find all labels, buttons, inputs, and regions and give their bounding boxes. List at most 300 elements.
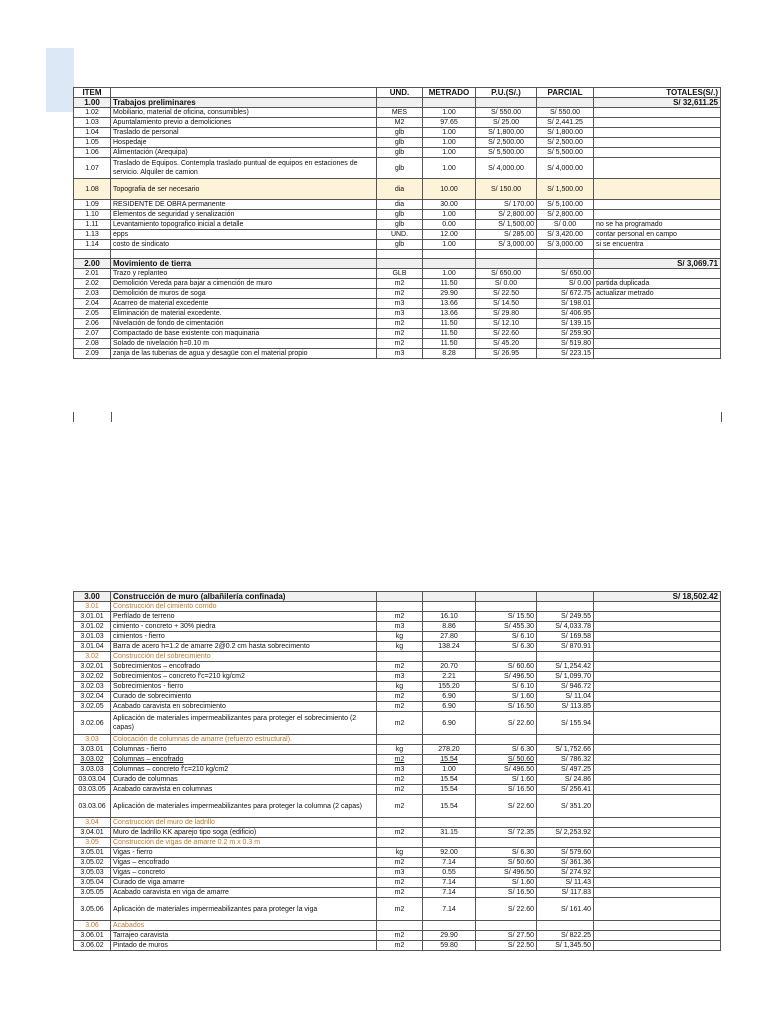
description-cell[interactable]: Elementos de seguridad y senalización xyxy=(111,210,377,220)
pu-cell[interactable] xyxy=(476,592,537,602)
subsection-item-cell[interactable]: 3.05 xyxy=(74,838,111,848)
parcial-cell[interactable]: S/ 870.91 xyxy=(537,642,594,652)
metrado-cell[interactable]: 59.80 xyxy=(423,941,476,951)
und-cell[interactable]: glb xyxy=(377,220,423,230)
totales-cell[interactable] xyxy=(594,745,721,755)
pu-cell[interactable]: S/ 6.10 xyxy=(476,682,537,692)
section-total-cell[interactable]: S/ 32,611.25 xyxy=(594,98,721,108)
parcial-cell[interactable]: S/ 0.00 xyxy=(537,279,594,289)
parcial-cell[interactable]: S/ 946.72 xyxy=(537,682,594,692)
metrado-cell[interactable]: 92.00 xyxy=(423,848,476,858)
item-code-cell[interactable]: 3.06.01 xyxy=(74,931,111,941)
description-cell[interactable]: zanja de las tuberias de agua y desagüe con el material propio xyxy=(111,349,377,359)
totales-cell[interactable] xyxy=(594,200,721,210)
und-cell[interactable]: m2 xyxy=(377,329,423,339)
section-title-cell[interactable]: Trabajos preliminares xyxy=(111,98,377,108)
und-cell[interactable]: glb xyxy=(377,138,423,148)
parcial-cell[interactable]: S/ 274.92 xyxy=(537,868,594,878)
parcial-cell[interactable]: S/ 822.25 xyxy=(537,931,594,941)
und-cell[interactable]: UND. xyxy=(377,230,423,240)
und-cell[interactable]: glb xyxy=(377,158,423,179)
parcial-cell[interactable]: S/ 169.58 xyxy=(537,632,594,642)
item-code-cell[interactable]: 1.07 xyxy=(74,158,111,179)
item-code-cell[interactable]: 3.02.02 xyxy=(74,672,111,682)
parcial-cell[interactable]: S/ 223.15 xyxy=(537,349,594,359)
und-cell[interactable] xyxy=(377,98,423,108)
empty-cell[interactable] xyxy=(476,735,537,745)
empty-cell[interactable] xyxy=(537,921,594,931)
empty-cell[interactable] xyxy=(476,602,537,612)
totales-cell[interactable] xyxy=(594,108,721,118)
metrado-cell[interactable]: 1.00 xyxy=(423,128,476,138)
metrado-cell[interactable]: 1.00 xyxy=(423,138,476,148)
und-cell[interactable]: m2 xyxy=(377,612,423,622)
item-code-cell[interactable]: 2.06 xyxy=(74,319,111,329)
note-cell[interactable]: partida duplicada xyxy=(594,279,721,289)
totales-cell[interactable] xyxy=(594,878,721,888)
item-code-cell[interactable]: 2.02 xyxy=(74,279,111,289)
description-cell[interactable]: cimiento - concreto + 30% piedra xyxy=(111,622,377,632)
pu-cell[interactable]: S/ 285.00 xyxy=(476,230,537,240)
totales-cell[interactable] xyxy=(594,309,721,319)
section-total-cell[interactable]: S/ 3,069.71 xyxy=(594,259,721,269)
pu-cell[interactable]: S/ 12.10 xyxy=(476,319,537,329)
totales-cell[interactable] xyxy=(594,148,721,158)
metrado-cell[interactable]: 29.90 xyxy=(423,289,476,299)
totales-cell[interactable] xyxy=(594,848,721,858)
und-cell[interactable]: glb xyxy=(377,210,423,220)
item-code-cell[interactable]: 03.03.05 xyxy=(74,785,111,795)
item-code-cell[interactable]: 3.05.05 xyxy=(74,888,111,898)
und-cell[interactable] xyxy=(377,259,423,269)
und-cell[interactable]: glb xyxy=(377,240,423,250)
metrado-cell[interactable]: 1.00 xyxy=(423,210,476,220)
und-cell[interactable]: m2 xyxy=(377,941,423,951)
parcial-cell[interactable]: S/ 1,254.42 xyxy=(537,662,594,672)
und-cell[interactable]: m2 xyxy=(377,931,423,941)
parcial-cell[interactable]: S/ 3,420.00 xyxy=(537,230,594,240)
totales-cell[interactable] xyxy=(594,329,721,339)
item-code-cell[interactable]: 1.14 xyxy=(74,240,111,250)
und-cell[interactable]: m2 xyxy=(377,702,423,712)
metrado-cell[interactable]: 15.54 xyxy=(423,795,476,818)
pu-cell[interactable]: S/ 2,500.00 xyxy=(476,138,537,148)
und-cell[interactable]: m2 xyxy=(377,692,423,702)
totales-cell[interactable] xyxy=(594,158,721,179)
description-cell[interactable]: Vigas – encofrado xyxy=(111,858,377,868)
section-title-cell[interactable]: Movimiento de tierra xyxy=(111,259,377,269)
description-cell[interactable]: Alimentación (Arequipa) xyxy=(111,148,377,158)
pu-cell[interactable]: S/ 6.30 xyxy=(476,745,537,755)
description-cell[interactable]: Sobrecimientos – encofrado xyxy=(111,662,377,672)
parcial-cell[interactable]: S/ 1,752.66 xyxy=(537,745,594,755)
totales-cell[interactable] xyxy=(594,339,721,349)
pu-cell[interactable]: S/ 29.80 xyxy=(476,309,537,319)
metrado-cell[interactable] xyxy=(423,98,476,108)
item-code-cell[interactable]: 3.02.03 xyxy=(74,682,111,692)
totales-cell[interactable] xyxy=(594,128,721,138)
item-code-cell[interactable]: 3.02.01 xyxy=(74,662,111,672)
description-cell[interactable]: Columnas – encofrado xyxy=(111,755,377,765)
und-cell[interactable]: M2 xyxy=(377,118,423,128)
empty-cell[interactable] xyxy=(594,735,721,745)
und-cell[interactable]: MES xyxy=(377,108,423,118)
empty-cell[interactable] xyxy=(377,838,423,848)
pu-cell[interactable]: S/ 45.20 xyxy=(476,339,537,349)
empty-cell[interactable] xyxy=(423,838,476,848)
parcial-cell[interactable]: S/ 1,099.70 xyxy=(537,672,594,682)
parcial-cell[interactable]: S/ 4,033.78 xyxy=(537,622,594,632)
empty-cell[interactable] xyxy=(594,602,721,612)
parcial-cell[interactable]: S/ 2,441.25 xyxy=(537,118,594,128)
und-cell[interactable]: m2 xyxy=(377,755,423,765)
pu-cell[interactable]: S/ 60.60 xyxy=(476,662,537,672)
metrado-cell[interactable]: 29.90 xyxy=(423,931,476,941)
description-cell[interactable]: Vigas - fierro xyxy=(111,848,377,858)
metrado-cell[interactable]: 27.80 xyxy=(423,632,476,642)
description-cell[interactable]: Aplicación de materiales impermeabilizantes para proteger el sobrecimiento (2 capas) xyxy=(111,712,377,735)
section-item-cell[interactable]: 2.00 xyxy=(74,259,111,269)
und-cell[interactable]: m3 xyxy=(377,622,423,632)
item-code-cell[interactable]: 3.01.02 xyxy=(74,622,111,632)
empty-cell[interactable] xyxy=(377,652,423,662)
metrado-cell[interactable]: 30.00 xyxy=(423,200,476,210)
parcial-cell[interactable]: S/ 786.32 xyxy=(537,755,594,765)
metrado-cell[interactable]: 1.00 xyxy=(423,269,476,279)
description-cell[interactable]: Demolición Vereda para bajar a cimención de muro xyxy=(111,279,377,289)
parcial-cell[interactable]: S/ 113.85 xyxy=(537,702,594,712)
pu-cell[interactable] xyxy=(476,259,537,269)
metrado-cell[interactable]: 11.50 xyxy=(423,329,476,339)
pu-cell[interactable]: S/ 22.60 xyxy=(476,898,537,921)
item-code-cell[interactable]: 3.01.03 xyxy=(74,632,111,642)
empty-cell[interactable] xyxy=(594,921,721,931)
metrado-cell[interactable]: 13.66 xyxy=(423,299,476,309)
item-code-cell[interactable]: 1.10 xyxy=(74,210,111,220)
und-cell[interactable]: kg xyxy=(377,632,423,642)
item-code-cell[interactable]: 3.01.04 xyxy=(74,642,111,652)
item-code-cell[interactable]: 2.09 xyxy=(74,349,111,359)
note-cell[interactable]: actualizar metrado xyxy=(594,289,721,299)
pu-cell[interactable]: S/ 650.00 xyxy=(476,269,537,279)
pu-cell[interactable]: S/ 22.50 xyxy=(476,289,537,299)
empty-cell[interactable] xyxy=(377,921,423,931)
parcial-cell[interactable]: S/ 579.60 xyxy=(537,848,594,858)
description-cell[interactable]: Pintado de muros xyxy=(111,941,377,951)
und-cell[interactable]: m2 xyxy=(377,828,423,838)
item-code-cell[interactable]: 2.04 xyxy=(74,299,111,309)
subsection-title-cell[interactable]: Acabados xyxy=(111,921,377,931)
description-cell[interactable]: Nivelación de fondo de cimentación xyxy=(111,319,377,329)
description-cell[interactable]: Columnas - fierro xyxy=(111,745,377,755)
subsection-item-cell[interactable]: 3.01 xyxy=(74,602,111,612)
parcial-cell[interactable]: S/ 2,253.92 xyxy=(537,828,594,838)
item-code-cell[interactable]: 3.05.01 xyxy=(74,848,111,858)
pu-cell[interactable]: S/ 6.30 xyxy=(476,848,537,858)
pu-cell[interactable]: S/ 1.60 xyxy=(476,775,537,785)
metrado-cell[interactable]: 138.24 xyxy=(423,642,476,652)
und-cell[interactable]: m2 xyxy=(377,785,423,795)
pu-cell[interactable]: S/ 1,500.00 xyxy=(476,220,537,230)
totales-cell[interactable] xyxy=(594,898,721,921)
parcial-cell[interactable]: S/ 259.90 xyxy=(537,329,594,339)
description-cell[interactable]: costo de sindicato xyxy=(111,240,377,250)
item-code-cell[interactable]: 1.02 xyxy=(74,108,111,118)
totales-cell[interactable] xyxy=(594,672,721,682)
und-cell[interactable]: glb xyxy=(377,128,423,138)
totales-cell[interactable] xyxy=(594,858,721,868)
pu-cell[interactable]: S/ 16.50 xyxy=(476,702,537,712)
und-cell[interactable]: m2 xyxy=(377,888,423,898)
und-cell[interactable]: m3 xyxy=(377,299,423,309)
metrado-cell[interactable]: 11.50 xyxy=(423,279,476,289)
metrado-cell[interactable]: 6.90 xyxy=(423,692,476,702)
description-cell[interactable]: Solado de nivelación h=0.10 m xyxy=(111,339,377,349)
description-cell[interactable]: Columnas – concreto f'c=210 kg/cm2 xyxy=(111,765,377,775)
description-cell[interactable]: Curado de columnas xyxy=(111,775,377,785)
empty-cell[interactable] xyxy=(377,602,423,612)
subsection-title-cell[interactable]: Construcción del cimiento corrido xyxy=(111,602,377,612)
und-cell[interactable]: dia xyxy=(377,179,423,200)
metrado-cell[interactable]: 13.66 xyxy=(423,309,476,319)
pu-cell[interactable]: S/ 6.10 xyxy=(476,632,537,642)
parcial-cell[interactable]: S/ 1,345.50 xyxy=(537,941,594,951)
parcial-cell[interactable]: S/ 2,500.00 xyxy=(537,138,594,148)
empty-cell[interactable] xyxy=(476,818,537,828)
totales-cell[interactable] xyxy=(594,642,721,652)
parcial-cell[interactable]: S/ 650.00 xyxy=(537,269,594,279)
parcial-cell[interactable]: S/ 24.86 xyxy=(537,775,594,785)
totales-cell[interactable] xyxy=(594,775,721,785)
parcial-cell[interactable]: S/ 497.25 xyxy=(537,765,594,775)
description-cell[interactable]: Perfilado de terreno xyxy=(111,612,377,622)
description-cell[interactable]: Trazo y replanteo xyxy=(111,269,377,279)
empty-cell[interactable] xyxy=(537,652,594,662)
description-cell[interactable]: Hospedaje xyxy=(111,138,377,148)
metrado-cell[interactable]: 10.00 xyxy=(423,179,476,200)
item-code-cell[interactable]: 3.05.04 xyxy=(74,878,111,888)
und-cell[interactable]: kg xyxy=(377,745,423,755)
parcial-cell[interactable]: S/ 11.04 xyxy=(537,692,594,702)
item-code-cell[interactable]: 1.04 xyxy=(74,128,111,138)
description-cell[interactable]: Levantamiento topografico inicial a detalle xyxy=(111,220,377,230)
item-code-cell[interactable]: 3.03.01 xyxy=(74,745,111,755)
description-cell[interactable]: RESIDENTE DE OBRA permanente xyxy=(111,200,377,210)
und-cell[interactable]: m2 xyxy=(377,858,423,868)
und-cell[interactable]: m2 xyxy=(377,662,423,672)
empty-cell[interactable] xyxy=(377,735,423,745)
note-cell[interactable]: si se encuentra xyxy=(594,240,721,250)
totales-cell[interactable] xyxy=(594,692,721,702)
totales-cell[interactable] xyxy=(594,765,721,775)
parcial-cell[interactable]: S/ 256.41 xyxy=(537,785,594,795)
item-code-cell[interactable]: 3.05.03 xyxy=(74,868,111,878)
metrado-cell[interactable]: 15.54 xyxy=(423,755,476,765)
item-code-cell[interactable]: 3.02.06 xyxy=(74,712,111,735)
item-code-cell[interactable]: 2.05 xyxy=(74,309,111,319)
parcial-cell[interactable]: S/ 2,800.00 xyxy=(537,210,594,220)
und-cell[interactable]: m2 xyxy=(377,878,423,888)
metrado-cell[interactable]: 11.50 xyxy=(423,319,476,329)
empty-cell[interactable] xyxy=(476,921,537,931)
empty-cell[interactable] xyxy=(537,602,594,612)
metrado-cell[interactable]: 31.15 xyxy=(423,828,476,838)
metrado-cell[interactable]: 7.14 xyxy=(423,898,476,921)
parcial-cell[interactable]: S/ 406.95 xyxy=(537,309,594,319)
totales-cell[interactable] xyxy=(594,210,721,220)
empty-cell[interactable] xyxy=(594,838,721,848)
subsection-item-cell[interactable]: 3.03 xyxy=(74,735,111,745)
description-cell[interactable]: Curado de sobrecimiento xyxy=(111,692,377,702)
empty-cell[interactable] xyxy=(377,818,423,828)
totales-cell[interactable] xyxy=(594,682,721,692)
metrado-cell[interactable]: 278.20 xyxy=(423,745,476,755)
und-cell[interactable]: glb xyxy=(377,148,423,158)
parcial-cell[interactable] xyxy=(537,592,594,602)
empty-cell[interactable] xyxy=(537,818,594,828)
item-code-cell[interactable]: 1.03 xyxy=(74,118,111,128)
pu-cell[interactable]: S/ 496.50 xyxy=(476,868,537,878)
totales-cell[interactable] xyxy=(594,138,721,148)
empty-cell[interactable] xyxy=(594,652,721,662)
metrado-cell[interactable]: 8.28 xyxy=(423,349,476,359)
empty-cell[interactable] xyxy=(423,602,476,612)
description-cell[interactable]: Apuntalamiento previo a demoliciones xyxy=(111,118,377,128)
totales-cell[interactable] xyxy=(594,888,721,898)
parcial-cell[interactable]: S/ 5,100.00 xyxy=(537,200,594,210)
description-cell[interactable]: Eliminación de material excedente. xyxy=(111,309,377,319)
item-code-cell[interactable]: 1.11 xyxy=(74,220,111,230)
und-cell[interactable]: m2 xyxy=(377,712,423,735)
totales-cell[interactable] xyxy=(594,785,721,795)
section-item-cell[interactable]: 3.00 xyxy=(74,592,111,602)
parcial-cell[interactable]: S/ 155.94 xyxy=(537,712,594,735)
item-code-cell[interactable]: 3.02.04 xyxy=(74,692,111,702)
pu-cell[interactable]: S/ 16.50 xyxy=(476,785,537,795)
parcial-cell[interactable]: S/ 1,500.00 xyxy=(537,179,594,200)
pu-cell[interactable]: S/ 22.60 xyxy=(476,329,537,339)
description-cell[interactable]: Acabado caravista en sobrecimiento xyxy=(111,702,377,712)
pu-cell[interactable]: S/ 14.50 xyxy=(476,299,537,309)
pu-cell[interactable]: S/ 27.50 xyxy=(476,931,537,941)
section-total-cell[interactable]: S/ 18,502.42 xyxy=(594,592,721,602)
description-cell[interactable]: Vigas – concreto xyxy=(111,868,377,878)
und-cell[interactable]: kg xyxy=(377,682,423,692)
totales-cell[interactable] xyxy=(594,612,721,622)
item-code-cell[interactable]: 3.04.01 xyxy=(74,828,111,838)
description-cell[interactable]: Acarreo de material excedente xyxy=(111,299,377,309)
subsection-item-cell[interactable]: 3.06 xyxy=(74,921,111,931)
totales-cell[interactable] xyxy=(594,868,721,878)
empty-cell[interactable] xyxy=(476,838,537,848)
und-cell[interactable] xyxy=(377,592,423,602)
parcial-cell[interactable] xyxy=(537,98,594,108)
empty-cell[interactable] xyxy=(423,652,476,662)
description-cell[interactable]: epps xyxy=(111,230,377,240)
pu-cell[interactable]: S/ 6.30 xyxy=(476,642,537,652)
und-cell[interactable]: m2 xyxy=(377,319,423,329)
description-cell[interactable]: Sobrecimientos – concreto f'c=210 kg/cm2 xyxy=(111,672,377,682)
metrado-cell[interactable]: 155.20 xyxy=(423,682,476,692)
totales-cell[interactable] xyxy=(594,931,721,941)
metrado-cell[interactable]: 15.54 xyxy=(423,775,476,785)
pu-cell[interactable]: S/ 0.00 xyxy=(476,279,537,289)
und-cell[interactable]: kg xyxy=(377,848,423,858)
item-code-cell[interactable]: 3.02.05 xyxy=(74,702,111,712)
metrado-cell[interactable]: 8.86 xyxy=(423,622,476,632)
section-title-cell[interactable]: Construcción de muro (albañilería confinada) xyxy=(111,592,377,602)
item-code-cell[interactable]: 3.01.01 xyxy=(74,612,111,622)
item-code-cell[interactable]: 2.01 xyxy=(74,269,111,279)
description-cell[interactable]: Topografia de ser necesario xyxy=(111,179,377,200)
item-code-cell[interactable]: 2.03 xyxy=(74,289,111,299)
item-code-cell[interactable]: 03.03.06 xyxy=(74,795,111,818)
parcial-cell[interactable]: S/ 672.75 xyxy=(537,289,594,299)
metrado-cell[interactable]: 1.00 xyxy=(423,765,476,775)
description-cell[interactable]: Compactado de base existente con maquinaria xyxy=(111,329,377,339)
und-cell[interactable]: m3 xyxy=(377,349,423,359)
item-code-cell[interactable]: 1.06 xyxy=(74,148,111,158)
totales-cell[interactable] xyxy=(594,828,721,838)
description-cell[interactable]: Aplicación de materiales impermeabilizantes para proteger la viga xyxy=(111,898,377,921)
totales-cell[interactable] xyxy=(594,299,721,309)
pu-cell[interactable]: S/ 22.50 xyxy=(476,941,537,951)
totales-cell[interactable] xyxy=(594,269,721,279)
metrado-cell[interactable]: 15.54 xyxy=(423,785,476,795)
description-cell[interactable]: Aplicación de materiales impermeabilizantes para proteger la columna (2 capas) xyxy=(111,795,377,818)
totales-cell[interactable] xyxy=(594,349,721,359)
pu-cell[interactable]: S/ 150.00 xyxy=(476,179,537,200)
description-cell[interactable]: Sobrecimientos - fierro xyxy=(111,682,377,692)
und-cell[interactable]: m2 xyxy=(377,898,423,921)
pu-cell[interactable]: S/ 496.50 xyxy=(476,672,537,682)
parcial-cell[interactable] xyxy=(537,259,594,269)
pu-cell[interactable]: S/ 1.60 xyxy=(476,878,537,888)
metrado-cell[interactable]: 7.14 xyxy=(423,888,476,898)
pu-cell[interactable]: S/ 550.00 xyxy=(476,108,537,118)
pu-cell[interactable]: S/ 26.95 xyxy=(476,349,537,359)
pu-cell[interactable]: S/ 25.00 xyxy=(476,118,537,128)
und-cell[interactable]: m2 xyxy=(377,289,423,299)
item-code-cell[interactable]: 1.08 xyxy=(74,179,111,200)
pu-cell[interactable]: S/ 15.50 xyxy=(476,612,537,622)
subsection-title-cell[interactable]: Colocación de columnas de amarre (refuerzo estructural). xyxy=(111,735,377,745)
metrado-cell[interactable]: 7.14 xyxy=(423,858,476,868)
und-cell[interactable]: GLB xyxy=(377,269,423,279)
description-cell[interactable]: Barra de acero h=1.2 de amarre 2@0.2 cm hasta sobrecimento xyxy=(111,642,377,652)
totales-cell[interactable] xyxy=(594,319,721,329)
totales-cell[interactable] xyxy=(594,941,721,951)
und-cell[interactable]: m3 xyxy=(377,309,423,319)
pu-cell[interactable]: S/ 50.60 xyxy=(476,755,537,765)
metrado-cell[interactable]: 20.70 xyxy=(423,662,476,672)
parcial-cell[interactable]: S/ 351.20 xyxy=(537,795,594,818)
parcial-cell[interactable]: S/ 519.80 xyxy=(537,339,594,349)
item-code-cell[interactable]: 3.03.03 xyxy=(74,765,111,775)
pu-cell[interactable]: S/ 2,800.00 xyxy=(476,210,537,220)
totales-cell[interactable] xyxy=(594,795,721,818)
pu-cell[interactable]: S/ 170.00 xyxy=(476,200,537,210)
pu-cell[interactable] xyxy=(476,98,537,108)
item-code-cell[interactable]: 1.05 xyxy=(74,138,111,148)
item-code-cell[interactable]: 3.06.02 xyxy=(74,941,111,951)
metrado-cell[interactable]: 2.21 xyxy=(423,672,476,682)
item-code-cell[interactable]: 2.08 xyxy=(74,339,111,349)
subsection-item-cell[interactable]: 3.02 xyxy=(74,652,111,662)
totales-cell[interactable] xyxy=(594,755,721,765)
parcial-cell[interactable]: S/ 11.43 xyxy=(537,878,594,888)
description-cell[interactable]: Traslado de Equipos. Contempla traslado puntual de equipos en estaciones de servicio. Alquiler de camion xyxy=(111,158,377,179)
